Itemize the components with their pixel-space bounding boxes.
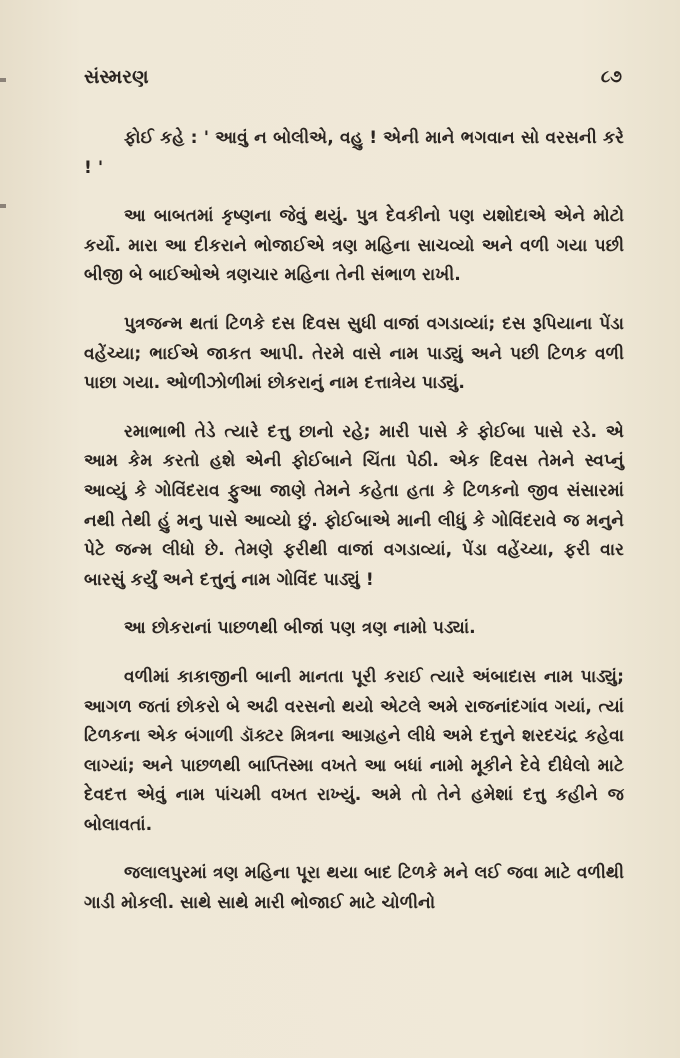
paragraph: જલાલપુરમાં ત્રણ મહિના પૂરા થયા બાદ ટિળકે મને લઈ જવા માટે વળીથી ગાડી મોકલી. સાથે સાથે મારી ભોજાઈ માટે ચોળીનો — [84, 863, 624, 914]
paragraph: પુત્રજન્મ થતાં ટિળકે દસ દિવસ સુધી વાજાં વગડાવ્યાં; દસ રૂપિયાના પેંડા વહેંચ્યા; ભાઈએ જાકત આપી. તેરમે વાસે નામ પાડ્યું અને પછી ટિળક વળી પાછા ગયા. ઓળીઝોળીમાં છોકરાનું નામ દત્તાત્રેય પાડ્યું. — [84, 313, 624, 394]
paragraph: આ બાબતમાં કૃષ્ણના જેવું થયું. પુત્ર દેવકીનો પણ યશોદાએ એને મોટો કર્યો. મારા આ દીકરાને ભોજાઈએ ત્રણ મહિના સાચવ્યો અને વળી ગયા પછી બીજી બે બાઈઓએ ત્રણચાર મહિના તેની સંભાળ રાખી. — [84, 206, 624, 286]
paragraph: વળીમાં કાકાજીની બાની માનતા પૂરી કરાઈ ત્યારે અંબાદાસ નામ પાડ્યું; આગળ જતાં છોકરો બે અઢી વરસનો થયો એટલે અમે રાજનાંદગાંવ ગયાં, ત્યાં ટિળકના એક બંગાળી ડૉક્ટર મિત્રના આગ્રહને લીધે અમે દત્તુને શરદચંદ્ર કહેવા લાગ્યાં; અને પાછળથી બાપ્તિસ્મા વખતે આ બધાં નામો મૂકીને દેવે દીધેલો માટે દેવદત્ત એવું નામ પાંચમી વખત રાખ્યું. અમે તો તેને હમેશાં દત્તુ કહીને જ બોલાવતાં. — [84, 666, 624, 835]
page-edge-mark — [0, 204, 6, 208]
paragraph: આ છોકરાનાં પાછળથી બીજાં પણ ત્રણ નામો પડ્યાં. — [124, 618, 476, 639]
page-edge-mark — [0, 78, 6, 82]
running-header — [84, 62, 622, 92]
paragraph: રમાભાભી તેડે ત્યારે દત્તુ છાનો રહે; મારી પાસે કે ફોઈબા પાસે રડે. એ આમ કેમ કરતો હશે એની ફોઈબાને ચિંતા પેઠી. એક દિવસ તેમને સ્વપ્નું આવ્યું કે ગોવિંદરાવ ફુઆ જાણે તેમને કહેતા હતા કે ટિળકનો જીવ સંસારમાં નથી તેથી હું મનુ પાસે આવ્યો છું. ફોઈબાએ માની લીધું કે ગોવિંદરાવે જ મનુને પેટે જન્મ લીધો છે. તેમણે ફરીથી વાજાં વગડાવ્યાં, પેંડા વહેંચ્યા, ફરી વાર બારસું કર્યું અને દત્તુનું નામ ગોવિંદ પાડ્યું ! — [84, 421, 624, 590]
paragraph: ફોઈ કહે : ' આવું ન બોલીએ, વહુ ! એની માને ભગવાન સો વરસની કરે ! ' — [84, 128, 624, 178]
page-number: ૮૭ — [600, 67, 622, 87]
running-title: સંસ્મરણ — [84, 66, 149, 88]
body-text — [84, 124, 624, 938]
